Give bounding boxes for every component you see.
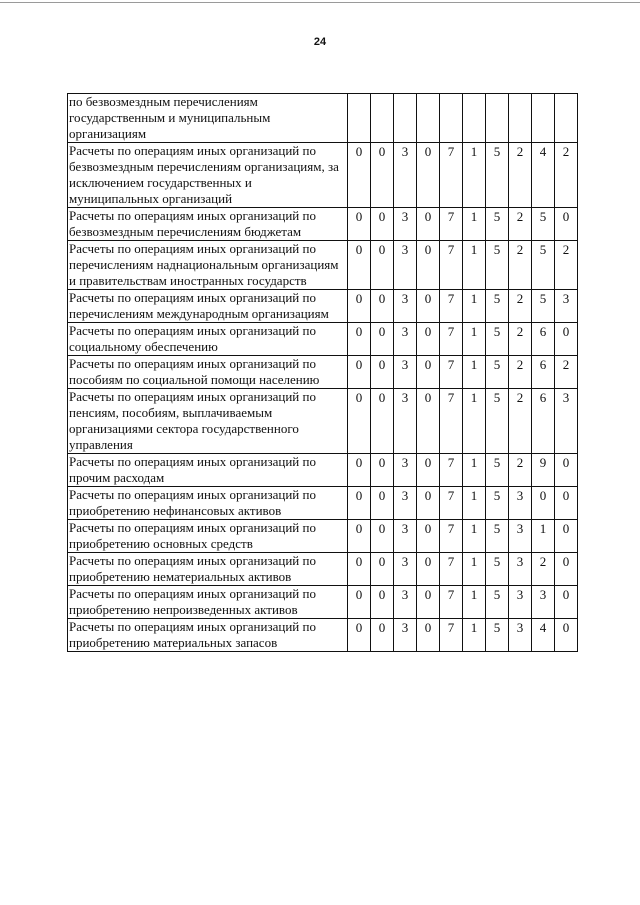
code-digit-cell: 1 bbox=[463, 619, 486, 652]
top-rule bbox=[0, 2, 640, 3]
accounts-code-table bbox=[67, 93, 578, 652]
code-digit-cell: 3 bbox=[394, 553, 417, 586]
code-digit-cell: 0 bbox=[371, 454, 394, 487]
code-digit-cell: 1 bbox=[463, 356, 486, 389]
code-digit-cell: 2 bbox=[509, 208, 532, 241]
account-description: Расчеты по операциям иных организаций по социальному обеспечению bbox=[68, 323, 348, 356]
code-digit-cell: 0 bbox=[348, 487, 371, 520]
code-digit-cell: 5 bbox=[486, 241, 509, 290]
code-digit-cell: 0 bbox=[371, 520, 394, 553]
code-digit-cell: 0 bbox=[348, 356, 371, 389]
code-digit-cell: 5 bbox=[532, 290, 555, 323]
code-digit-cell: 0 bbox=[348, 208, 371, 241]
account-description: Расчеты по операциям иных организаций по приобретению нефинансовых активов bbox=[68, 487, 348, 520]
code-digit-cell: 0 bbox=[348, 454, 371, 487]
code-digit-cell: 0 bbox=[417, 454, 440, 487]
code-digit-cell: 5 bbox=[486, 389, 509, 454]
code-digit-cell: 0 bbox=[348, 143, 371, 208]
code-digit-cell: 5 bbox=[486, 487, 509, 520]
code-digit-cell: 3 bbox=[394, 487, 417, 520]
code-digit-cell: 7 bbox=[440, 241, 463, 290]
account-description: Расчеты по операциям иных организаций по пенсиям, пособиям, выплачиваемым организациями сектора государственного управления bbox=[68, 389, 348, 454]
table-row bbox=[68, 356, 578, 389]
code-digit-cell: 2 bbox=[555, 356, 578, 389]
code-digit-cell: 6 bbox=[532, 356, 555, 389]
code-digit-cell: 2 bbox=[509, 389, 532, 454]
code-digit-cell: 6 bbox=[532, 389, 555, 454]
code-digit-cell: 7 bbox=[440, 143, 463, 208]
code-digit-cell: 1 bbox=[532, 520, 555, 553]
code-digit-cell: 3 bbox=[394, 208, 417, 241]
code-digit-cell: 1 bbox=[463, 143, 486, 208]
code-digit-cell: 0 bbox=[348, 241, 371, 290]
code-digit-cell: 3 bbox=[532, 586, 555, 619]
code-digit-cell: 1 bbox=[463, 553, 486, 586]
code-digit-cell: 0 bbox=[417, 487, 440, 520]
code-digit-cell: 7 bbox=[440, 323, 463, 356]
code-digit-cell bbox=[463, 94, 486, 143]
code-digit-cell: 0 bbox=[532, 487, 555, 520]
code-digit-cell: 2 bbox=[509, 454, 532, 487]
table-row bbox=[68, 323, 578, 356]
code-digit-cell: 3 bbox=[394, 241, 417, 290]
table-row bbox=[68, 143, 578, 208]
code-digit-cell: 0 bbox=[371, 487, 394, 520]
code-digit-cell: 1 bbox=[463, 241, 486, 290]
code-digit-cell bbox=[394, 94, 417, 143]
code-digit-cell: 0 bbox=[371, 553, 394, 586]
code-digit-cell: 0 bbox=[371, 290, 394, 323]
account-description: Расчеты по операциям иных организаций по приобретению материальных запасов bbox=[68, 619, 348, 652]
code-digit-cell: 0 bbox=[417, 356, 440, 389]
table-row bbox=[68, 454, 578, 487]
code-digit-cell: 5 bbox=[486, 323, 509, 356]
code-digit-cell: 3 bbox=[555, 290, 578, 323]
code-digit-cell bbox=[371, 94, 394, 143]
code-digit-cell: 0 bbox=[371, 619, 394, 652]
code-digit-cell: 3 bbox=[394, 323, 417, 356]
code-digit-cell: 0 bbox=[555, 586, 578, 619]
code-digit-cell: 5 bbox=[486, 208, 509, 241]
code-digit-cell: 0 bbox=[555, 619, 578, 652]
code-digit-cell: 3 bbox=[509, 520, 532, 553]
table-row bbox=[68, 241, 578, 290]
code-digit-cell: 5 bbox=[486, 356, 509, 389]
code-digit-cell: 0 bbox=[417, 553, 440, 586]
code-digit-cell bbox=[532, 94, 555, 143]
code-digit-cell: 5 bbox=[486, 520, 509, 553]
code-digit-cell: 0 bbox=[371, 586, 394, 619]
code-digit-cell: 0 bbox=[371, 143, 394, 208]
code-digit-cell: 3 bbox=[509, 553, 532, 586]
code-digit-cell: 5 bbox=[532, 208, 555, 241]
code-digit-cell: 3 bbox=[394, 389, 417, 454]
code-digit-cell: 0 bbox=[417, 208, 440, 241]
code-digit-cell: 2 bbox=[509, 356, 532, 389]
code-digit-cell: 7 bbox=[440, 356, 463, 389]
code-digit-cell bbox=[555, 94, 578, 143]
code-digit-cell: 1 bbox=[463, 520, 486, 553]
table-row bbox=[68, 520, 578, 553]
code-digit-cell: 3 bbox=[394, 143, 417, 208]
code-digit-cell: 0 bbox=[417, 143, 440, 208]
code-digit-cell: 2 bbox=[509, 323, 532, 356]
code-digit-cell: 2 bbox=[509, 143, 532, 208]
code-digit-cell: 0 bbox=[417, 586, 440, 619]
code-digit-cell: 7 bbox=[440, 389, 463, 454]
code-digit-cell: 5 bbox=[486, 143, 509, 208]
code-digit-cell: 0 bbox=[417, 241, 440, 290]
code-digit-cell: 2 bbox=[555, 241, 578, 290]
code-digit-cell: 3 bbox=[394, 290, 417, 323]
code-digit-cell: 0 bbox=[417, 290, 440, 323]
code-digit-cell: 7 bbox=[440, 520, 463, 553]
code-digit-cell: 0 bbox=[555, 208, 578, 241]
code-digit-cell: 0 bbox=[348, 520, 371, 553]
code-digit-cell: 7 bbox=[440, 454, 463, 487]
account-description: Расчеты по операциям иных организаций по безвозмездным перечислениям бюджетам bbox=[68, 208, 348, 241]
code-digit-cell: 0 bbox=[348, 586, 371, 619]
code-digit-cell: 0 bbox=[555, 487, 578, 520]
code-digit-cell: 5 bbox=[486, 586, 509, 619]
code-digit-cell: 5 bbox=[486, 553, 509, 586]
code-digit-cell: 5 bbox=[486, 290, 509, 323]
code-digit-cell: 1 bbox=[463, 389, 486, 454]
account-description: Расчеты по операциям иных организаций по приобретению нематериальных активов bbox=[68, 553, 348, 586]
code-digit-cell: 0 bbox=[371, 241, 394, 290]
code-digit-cell: 7 bbox=[440, 586, 463, 619]
account-description: Расчеты по операциям иных организаций по безвозмездным перечислениям организациям, за исключением государственных и муниципальных организаций bbox=[68, 143, 348, 208]
account-description: по безвозмездным перечислениям государственным и муниципальным организациям bbox=[68, 94, 348, 143]
table-row bbox=[68, 389, 578, 454]
account-description: Расчеты по операциям иных организаций по приобретению непроизведенных активов bbox=[68, 586, 348, 619]
code-digit-cell: 9 bbox=[532, 454, 555, 487]
code-digit-cell: 1 bbox=[463, 323, 486, 356]
table-body bbox=[68, 94, 578, 652]
table-row bbox=[68, 487, 578, 520]
code-digit-cell: 3 bbox=[394, 356, 417, 389]
table-row bbox=[68, 553, 578, 586]
page-number: 24 bbox=[313, 36, 327, 48]
code-digit-cell: 0 bbox=[348, 290, 371, 323]
code-digit-cell: 3 bbox=[555, 389, 578, 454]
account-description: Расчеты по операциям иных организаций по перечислениям наднациональным организациям и правительствам иностранных государств bbox=[68, 241, 348, 290]
code-digit-cell: 5 bbox=[532, 241, 555, 290]
table-row bbox=[68, 290, 578, 323]
code-digit-cell: 4 bbox=[532, 143, 555, 208]
code-digit-cell: 3 bbox=[394, 454, 417, 487]
code-digit-cell: 5 bbox=[486, 454, 509, 487]
account-description: Расчеты по операциям иных организаций по пособиям по социальной помощи населению bbox=[68, 356, 348, 389]
code-digit-cell: 2 bbox=[509, 241, 532, 290]
code-digit-cell: 6 bbox=[532, 323, 555, 356]
code-digit-cell: 2 bbox=[532, 553, 555, 586]
code-digit-cell bbox=[486, 94, 509, 143]
code-digit-cell: 0 bbox=[348, 323, 371, 356]
code-digit-cell: 0 bbox=[555, 454, 578, 487]
code-digit-cell: 0 bbox=[555, 553, 578, 586]
code-digit-cell bbox=[440, 94, 463, 143]
code-digit-cell bbox=[417, 94, 440, 143]
code-digit-cell: 0 bbox=[371, 389, 394, 454]
code-digit-cell: 0 bbox=[417, 619, 440, 652]
table-row bbox=[68, 619, 578, 652]
code-digit-cell: 0 bbox=[371, 323, 394, 356]
code-digit-cell: 1 bbox=[463, 487, 486, 520]
code-digit-cell: 7 bbox=[440, 290, 463, 323]
table-row bbox=[68, 586, 578, 619]
code-digit-cell: 7 bbox=[440, 553, 463, 586]
code-digit-cell: 0 bbox=[348, 553, 371, 586]
code-digit-cell: 0 bbox=[348, 619, 371, 652]
code-digit-cell: 3 bbox=[394, 586, 417, 619]
code-digit-cell: 1 bbox=[463, 290, 486, 323]
code-digit-cell: 0 bbox=[555, 323, 578, 356]
code-digit-cell: 0 bbox=[417, 520, 440, 553]
code-digit-cell: 0 bbox=[417, 323, 440, 356]
code-digit-cell: 7 bbox=[440, 487, 463, 520]
code-digit-cell bbox=[348, 94, 371, 143]
code-digit-cell: 3 bbox=[509, 619, 532, 652]
code-digit-cell: 1 bbox=[463, 454, 486, 487]
account-description: Расчеты по операциям иных организаций по приобретению основных средств bbox=[68, 520, 348, 553]
account-description: Расчеты по операциям иных организаций по прочим расходам bbox=[68, 454, 348, 487]
code-digit-cell: 0 bbox=[371, 208, 394, 241]
code-digit-cell: 0 bbox=[417, 389, 440, 454]
code-digit-cell: 0 bbox=[555, 520, 578, 553]
code-digit-cell: 7 bbox=[440, 208, 463, 241]
code-digit-cell bbox=[509, 94, 532, 143]
code-digit-cell: 7 bbox=[440, 619, 463, 652]
code-digit-cell: 1 bbox=[463, 586, 486, 619]
code-digit-cell: 5 bbox=[486, 619, 509, 652]
code-digit-cell: 0 bbox=[371, 356, 394, 389]
code-digit-cell: 3 bbox=[509, 487, 532, 520]
account-description: Расчеты по операциям иных организаций по перечислениям международным организациям bbox=[68, 290, 348, 323]
code-digit-cell: 1 bbox=[463, 208, 486, 241]
code-digit-cell: 3 bbox=[509, 586, 532, 619]
code-digit-cell: 4 bbox=[532, 619, 555, 652]
code-digit-cell: 2 bbox=[509, 290, 532, 323]
table-row bbox=[68, 94, 578, 143]
code-digit-cell: 0 bbox=[348, 389, 371, 454]
code-digit-cell: 3 bbox=[394, 619, 417, 652]
code-digit-cell: 3 bbox=[394, 520, 417, 553]
table-row bbox=[68, 208, 578, 241]
code-digit-cell: 2 bbox=[555, 143, 578, 208]
